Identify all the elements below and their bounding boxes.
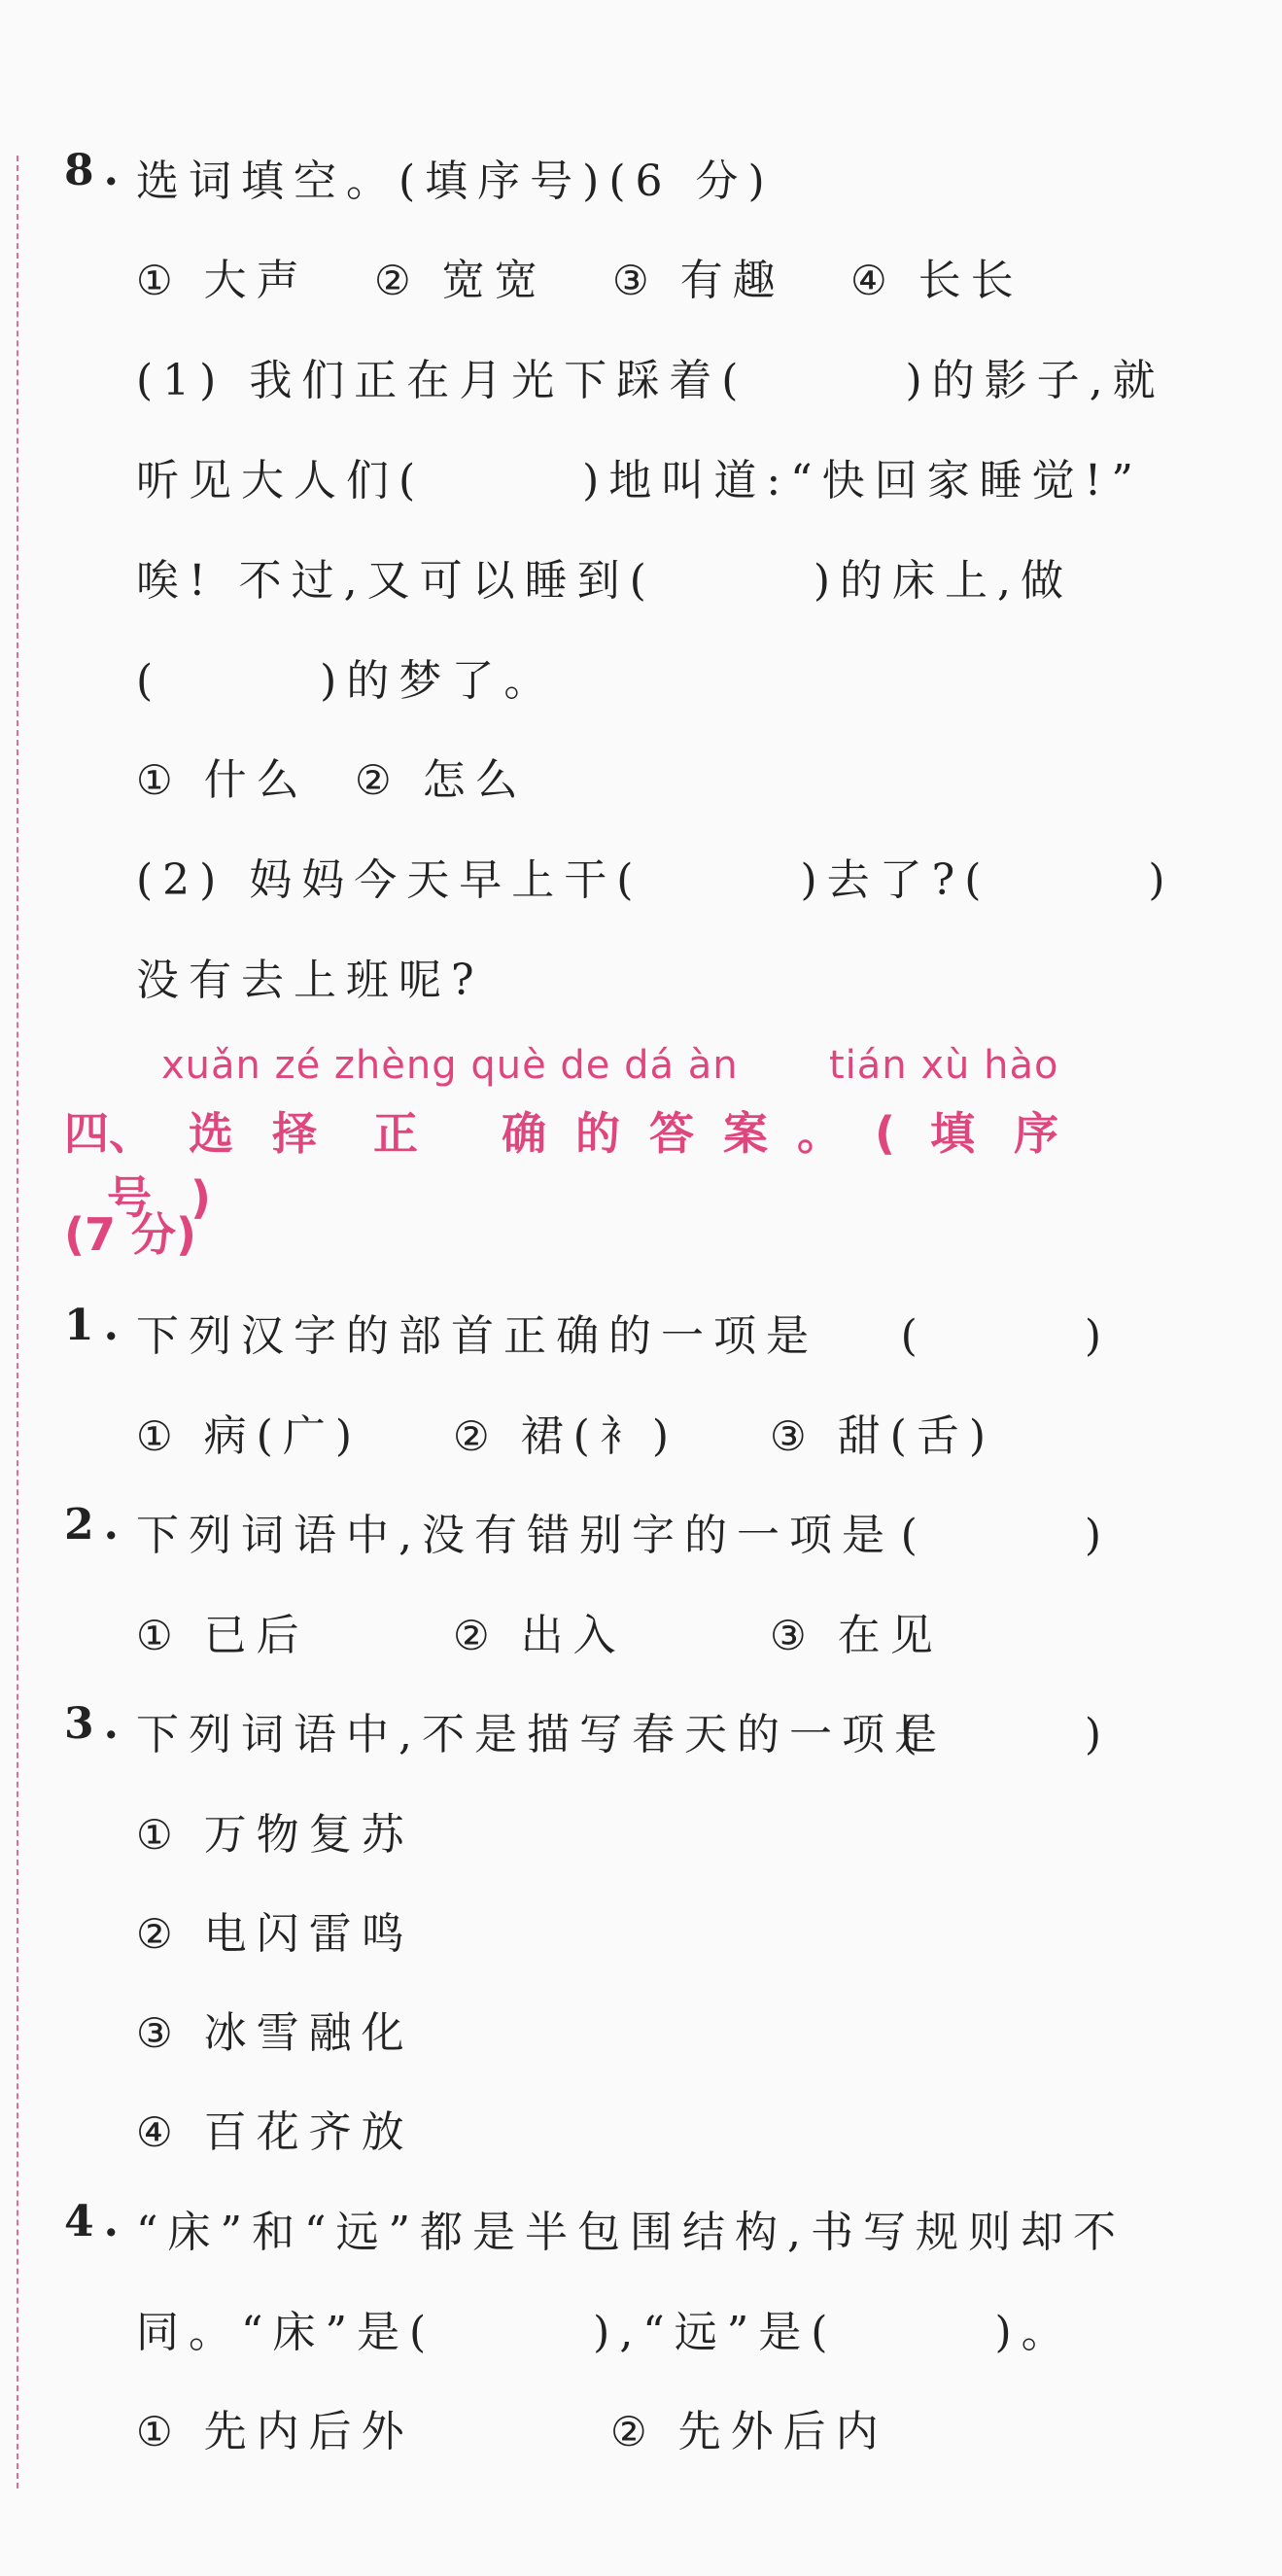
- question-number: 3.: [64, 1699, 128, 1749]
- question-number: 2.: [64, 1500, 128, 1549]
- section-title-char: 号: [107, 1171, 152, 1224]
- option: ② 出入: [453, 1611, 626, 1660]
- option: ③ 甜(舌): [770, 1411, 995, 1461]
- section-pinyin: xuǎn zé zhèng què de dá àn: [161, 1043, 739, 1088]
- question-number: 8.: [64, 146, 128, 195]
- option: ③ 在见: [770, 1611, 943, 1660]
- section-title-char: 择: [272, 1107, 317, 1160]
- question-stem: “床”和“远”都是半包围结构,书写规则却不: [136, 2208, 1126, 2257]
- question-title: 选词填空。(填序号)(6 分): [136, 157, 775, 206]
- section-title-char: ): [191, 1171, 212, 1224]
- option: ① 病(广): [136, 1411, 362, 1461]
- section-title-char: 正: [373, 1107, 418, 1160]
- option: ② 先外后内: [610, 2407, 888, 2456]
- binding-margin-line: [17, 156, 18, 2489]
- section-title-char: 。: [797, 1107, 842, 1160]
- section-title: [64, 1098, 1114, 1227]
- question-stem: 下列词语中,不是描写春天的一项是: [136, 1710, 947, 1759]
- answer-blank: ( ): [900, 1511, 1111, 1560]
- section-title-char: 确: [502, 1107, 546, 1160]
- section-title-char: 、: [109, 1107, 154, 1160]
- option: ① 已后: [136, 1611, 309, 1660]
- option: ② 宽宽: [374, 256, 547, 305]
- answer-blank: ( ): [900, 1311, 1111, 1361]
- question-number: 4.: [64, 2197, 128, 2246]
- option: ① 什么: [136, 755, 309, 805]
- section-pinyin: tián xù hào: [829, 1043, 1059, 1088]
- section-title-char: 选: [189, 1107, 233, 1160]
- section-title-char: 答: [649, 1107, 694, 1160]
- section-title-char: 序: [1014, 1107, 1059, 1160]
- section-title-char: 四: [64, 1107, 109, 1160]
- option: ① 先内后外: [136, 2407, 414, 2456]
- option: ② 怎么: [355, 755, 528, 805]
- option: ② 裙(衤): [453, 1411, 678, 1461]
- section-title-char: 填: [930, 1107, 976, 1160]
- section-score: (7 分): [64, 1208, 197, 1261]
- section-title-char: (: [875, 1107, 896, 1160]
- question-stem: 同。“床”是( ),“远”是( )。: [136, 2308, 1074, 2357]
- option: ③ 有趣: [612, 256, 785, 305]
- option: ④ 长长: [850, 256, 1023, 305]
- section-title-text: [64, 1098, 1114, 1227]
- option: ① 大声: [136, 256, 309, 305]
- question-stem: 下列词语中,没有错别字的一项是: [136, 1511, 894, 1560]
- question-stem: 下列汉字的部首正确的一项是: [136, 1311, 818, 1361]
- section-title-char: 的: [575, 1107, 620, 1160]
- section-title-char: 案: [723, 1107, 768, 1160]
- question-number: 1.: [64, 1301, 128, 1350]
- answer-blank: ( ): [900, 1710, 1111, 1759]
